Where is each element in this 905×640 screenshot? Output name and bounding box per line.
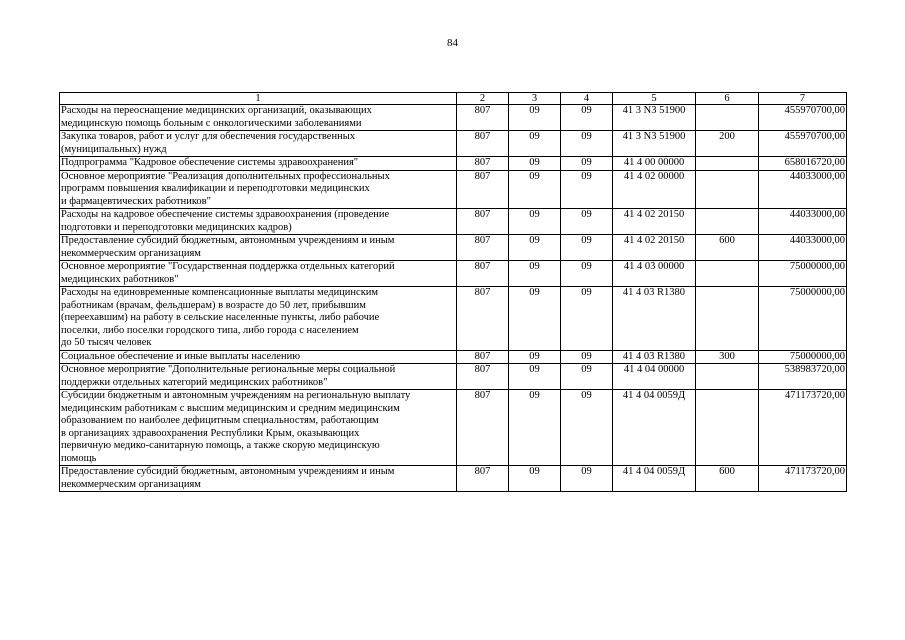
row-subsection-cell: 09 [561, 209, 613, 235]
row-target-article-cell: 41 4 02 20150 [613, 209, 696, 235]
row-expense-type-cell [696, 105, 759, 131]
row-amount-cell: 455970700,00 [759, 131, 847, 157]
row-ministry-code-cell: 807 [457, 105, 509, 131]
row-name-text: Расходы на кадровое обеспечение системы здравоохранения (проведение подготовки и переподготовки медицинских кадров) [61, 209, 390, 233]
table-row [60, 466, 847, 492]
row-name-cell [60, 287, 457, 351]
table-row [60, 235, 847, 261]
row-ministry-code-cell: 807 [457, 350, 509, 364]
row-expense-type-cell [696, 261, 759, 287]
row-name-text: Подпрограмма "Кадровое обеспечение системы здравоохранения" [61, 157, 359, 168]
row-name-cell [60, 105, 457, 131]
row-name-text: Закупка товаров, работ и услуг для обеспечения государственных (муниципальных) нужд [61, 131, 356, 155]
row-name-cell [60, 466, 457, 492]
row-section-cell: 09 [509, 364, 561, 390]
row-name-cell [60, 390, 457, 466]
row-amount-cell: 471173720,00 [759, 466, 847, 492]
row-ministry-code-cell: 807 [457, 131, 509, 157]
row-section-cell: 09 [509, 157, 561, 171]
row-subsection-cell: 09 [561, 131, 613, 157]
header-col-1: 1 [60, 93, 457, 105]
row-name-text: Предоставление субсидий бюджетным, автономным учреждениям и иным некоммерческим организациям [61, 235, 395, 259]
table-row [60, 131, 847, 157]
row-name-cell [60, 364, 457, 390]
row-ministry-code-cell: 807 [457, 390, 509, 466]
row-target-article-cell: 41 4 00 00000 [613, 157, 696, 171]
table-row [60, 157, 847, 171]
row-name-cell [60, 235, 457, 261]
row-section-cell: 09 [509, 350, 561, 364]
row-expense-type-cell [696, 157, 759, 171]
row-expense-type-cell [696, 170, 759, 209]
row-amount-cell: 44033000,00 [759, 170, 847, 209]
row-subsection-cell: 09 [561, 157, 613, 171]
header-row [60, 93, 847, 105]
row-expense-type-cell: 600 [696, 466, 759, 492]
row-amount-cell: 75000000,00 [759, 261, 847, 287]
row-target-article-cell: 41 4 03 00000 [613, 261, 696, 287]
table-row [60, 105, 847, 131]
row-subsection-cell: 09 [561, 466, 613, 492]
row-target-article-cell: 41 3 N3 51900 [613, 131, 696, 157]
row-amount-cell: 658016720,00 [759, 157, 847, 171]
row-name-cell [60, 131, 457, 157]
row-name-text: Субсидии бюджетным и автономным учреждениям на региональную выплату медицинским работникам с высшим медицинским и средним медицинским образованием по наиболее дефицитным специальностям, работающим в организациях здравоохранения Республики Крым, оказывающих первичную медико-санитарную помощь, а также скорую медицинскую помощь [61, 390, 411, 464]
row-ministry-code-cell: 807 [457, 157, 509, 171]
row-expense-type-cell: 200 [696, 131, 759, 157]
budget-table [59, 92, 847, 492]
row-subsection-cell: 09 [561, 261, 613, 287]
table-row [60, 170, 847, 209]
row-name-text: Социальное обеспечение и иные выплаты населению [61, 350, 301, 362]
row-target-article-cell: 41 4 02 20150 [613, 235, 696, 261]
row-ministry-code-cell: 807 [457, 364, 509, 390]
row-name-cell [60, 209, 457, 235]
row-subsection-cell: 09 [561, 105, 613, 131]
header-col-6: 6 [696, 93, 759, 105]
row-name-text: Основное мероприятие "Дополнительные региональные меры социальной поддержки отдельных категорий медицинских работников" [61, 364, 396, 388]
row-name-text: Расходы на единовременные компенсационные выплаты медицинским работникам (врачам, фельдшерам) в возрасте до 50 лет, прибывшим (переехавшим) на работу в сельские населенные пункты, либо рабочие поселки, либо поселки городского типа, либо города с населением до 50 тысяч человек [61, 287, 380, 348]
header-col-7: 7 [759, 93, 847, 105]
row-ministry-code-cell: 807 [457, 170, 509, 209]
row-expense-type-cell: 300 [696, 350, 759, 364]
row-name-text: Основное мероприятие "Государственная поддержка отдельных категорий медицинских работников" [61, 261, 395, 285]
row-name-text: Расходы на переоснащение медицинских организаций, оказывающих медицинскую помощь больным с онкологическими заболеваниями [61, 105, 372, 129]
row-amount-cell: 44033000,00 [759, 235, 847, 261]
row-name-cell [60, 170, 457, 209]
row-subsection-cell: 09 [561, 350, 613, 364]
row-target-article-cell: 41 3 N3 51900 [613, 105, 696, 131]
row-section-cell: 09 [509, 390, 561, 466]
row-amount-cell: 75000000,00 [759, 350, 847, 364]
header-col-5: 5 [613, 93, 696, 105]
table-row [60, 209, 847, 235]
row-subsection-cell: 09 [561, 235, 613, 261]
row-name-cell [60, 157, 457, 171]
table-row [60, 364, 847, 390]
row-section-cell: 09 [509, 235, 561, 261]
page-number: 84 [447, 37, 458, 49]
row-ministry-code-cell: 807 [457, 235, 509, 261]
header-col-4: 4 [561, 93, 613, 105]
row-name-cell [60, 261, 457, 287]
row-section-cell: 09 [509, 131, 561, 157]
row-ministry-code-cell: 807 [457, 466, 509, 492]
row-ministry-code-cell: 807 [457, 209, 509, 235]
row-target-article-cell: 41 4 03 R1380 [613, 350, 696, 364]
row-expense-type-cell [696, 390, 759, 466]
row-section-cell: 09 [509, 287, 561, 351]
row-name-cell [60, 350, 457, 364]
row-target-article-cell: 41 4 02 00000 [613, 170, 696, 209]
row-name-text: Основное мероприятие "Реализация дополнительных профессиональных программ повышения квалификации и переподготовки медицинских и фармацевтических работников" [61, 170, 390, 207]
row-amount-cell: 44033000,00 [759, 209, 847, 235]
row-subsection-cell: 09 [561, 390, 613, 466]
row-section-cell: 09 [509, 466, 561, 492]
row-section-cell: 09 [509, 261, 561, 287]
row-target-article-cell: 41 4 04 0059Д [613, 390, 696, 466]
table-row [60, 350, 847, 364]
row-expense-type-cell [696, 287, 759, 351]
row-section-cell: 09 [509, 170, 561, 209]
row-section-cell: 09 [509, 105, 561, 131]
row-target-article-cell: 41 4 04 00000 [613, 364, 696, 390]
row-ministry-code-cell: 807 [457, 261, 509, 287]
row-name-text: Предоставление субсидий бюджетным, автономным учреждениям и иным некоммерческим организациям [61, 466, 395, 490]
row-subsection-cell: 09 [561, 170, 613, 209]
row-expense-type-cell: 600 [696, 235, 759, 261]
table-row [60, 390, 847, 466]
row-amount-cell: 538983720,00 [759, 364, 847, 390]
row-ministry-code-cell: 807 [457, 287, 509, 351]
row-section-cell: 09 [509, 209, 561, 235]
row-expense-type-cell [696, 364, 759, 390]
row-amount-cell: 471173720,00 [759, 390, 847, 466]
row-expense-type-cell [696, 209, 759, 235]
row-subsection-cell: 09 [561, 287, 613, 351]
row-amount-cell: 75000000,00 [759, 287, 847, 351]
header-col-2: 2 [457, 93, 509, 105]
row-target-article-cell: 41 4 04 0059Д [613, 466, 696, 492]
row-subsection-cell: 09 [561, 364, 613, 390]
table-row [60, 287, 847, 351]
table-row [60, 261, 847, 287]
header-col-3: 3 [509, 93, 561, 105]
row-target-article-cell: 41 4 03 R1380 [613, 287, 696, 351]
row-amount-cell: 455970700,00 [759, 105, 847, 131]
